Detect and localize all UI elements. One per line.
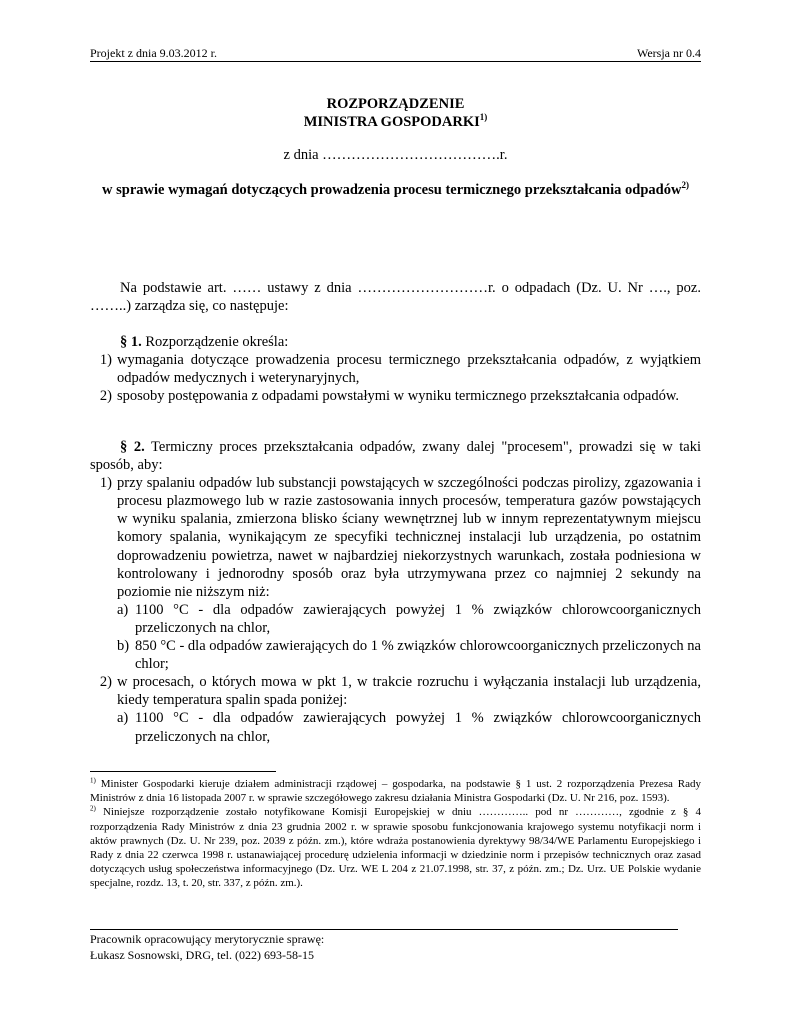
legal-basis: [90, 279, 701, 315]
footnote-ref-2: 2): [681, 180, 689, 191]
date-line: z dnia ……………………………….r.: [283, 147, 508, 163]
paragraph-1: [90, 333, 701, 405]
sub-list-item-text: 1100 °C - dla odpadów zawierających powyżej 1 % związków chlorowcoorganicznych przeliczonych na chlor,: [135, 710, 701, 745]
sub-list-item-letter: b): [117, 638, 130, 655]
page-header: [90, 44, 701, 62]
footnote-2-text: Niniejsze rozporządzenie zostało notyfikowane Komisji Europejskiej w dniu ………….. pod nr …………, zgodnie z § 4 rozporządzenia Rady Ministrów z dnia 23 grudnia 2002 r. w sprawie sposobu funkcjonowania krajowego systemu notyfikacji norm i aktów prawnych (Dz. U. Nr 239, poz. 2039 z późn. zm.), które wdraża postanowienia dyrektywy 98/34/WE Parlamentu Europejskiego i Rady z dnia 22 czerwca 1998 r. ustanawiającej procedurę udzielenia informacji w dziedzinie norm i przepisów technicznych oraz zasad dotyczących usług społeczeństwa informacyjnego (Dz. Urz. WE L 204 z 21.07.1998, str. 37, z późn. zm.; Dz. Urz. UE Polskie wydanie specjalne, rozdz. 13, t. 20, str. 337, z późn. zm.).: [90, 806, 701, 890]
paragraph-1-intro-text: Rozporządzenie określa:: [141, 334, 289, 350]
sub-list-item-text: 850 °C - dla odpadów zawierających do 1 % związków chlorowcoorganicznych przeliczonych na chlor;: [135, 638, 701, 673]
footnote-ref-1: 1): [479, 112, 488, 123]
paragraph-1-intro: [90, 333, 701, 351]
sub-list-item: [90, 637, 701, 673]
footnote-1: [90, 777, 701, 805]
footnote-1-text: Minister Gospodarki kieruje działem administracji rządowej – gospodarka, na podstawie § 1 ust. 2 rozporządzenia Prezesa Rady Ministrów z dnia 16 listopada 2007 r. w sprawie szczegółowego zakresu działania Ministra Gospodarki (Dz. U. Nr 216, poz. 1593).: [90, 778, 701, 805]
list-item-number: 1): [99, 475, 112, 492]
footnote-2-marker: 2): [90, 804, 96, 813]
sub-list-item: [90, 709, 701, 745]
header-divider: [90, 61, 701, 62]
author-contact: Łukasz Sosnowski, DRG, tel. (022) 693-58-15: [90, 948, 314, 962]
footer-divider: [90, 929, 678, 930]
list-item: [90, 351, 701, 387]
version-number: Wersja nr 0.4: [636, 46, 701, 60]
list-item-text: sposoby postępowania z odpadami powstałymi w wyniku termicznego przekształcania odpadów.: [117, 388, 679, 405]
list-item-number: 2): [99, 674, 112, 691]
title-line-2-text: MINISTRA GOSPODARKI: [303, 114, 480, 130]
list-item-text: w procesach, o których mowa w pkt 1, w trakcie rozruchu i wyłączania instalacji lub urządzenia, kiedy temperatura spalin spada poniżej:: [117, 674, 701, 709]
paragraph-2: [90, 438, 701, 746]
footnote-2: [90, 805, 701, 890]
list-item: [90, 474, 701, 601]
list-item-text: wymagania dotyczące prowadzenia procesu termicznego przekształcania odpadów, z wyjątkiem odpadów medycznych i weterynaryjnych,: [117, 352, 701, 387]
sub-list-item-text: 1100 °C - dla odpadów zawierających powyżej 1 % związków chlorowcoorganicznych przeliczonych na chlor,: [135, 601, 701, 636]
list-item-number: 2): [99, 388, 112, 405]
paragraph-2-mark: § 2.: [120, 439, 145, 455]
sub-list-item-letter: a): [117, 601, 129, 618]
paragraph-1-mark: § 1.: [120, 334, 142, 350]
list-item: [90, 673, 701, 709]
list-item-number: 1): [99, 352, 112, 369]
legal-basis-text: Na podstawie art. …… ustawy z dnia ………………………r. o odpadach (Dz. U. Nr …., poz. ……..) zarządza się, co następuje:: [90, 280, 701, 315]
subject-text: w sprawie wymagań dotyczących prowadzenia procesu termicznego przekształcania odpadów: [102, 182, 682, 198]
list-item-text: przy spalaniu odpadów lub substancji powstających w szczególności podczas pirolizy, zgazowania i procesu plazmowego lub w razie zastosowania innych procesów, temperatura gazów powstających w wyniku spalania, zmierzona blisko ściany wewnętrznej lub w innym reprezentatywnym miejscu komory spalania, wynikającym ze specyfiki technicznej instalacji lub urządzenia, po ostatnim doprowadzeniu powietrza, nawet w najbardziej niekorzystnych warunkach, została podniesiona w kontrolowany i jednorodny sposób oraz była utrzymywana przez co najmniej 2 sekundy na poziomie nie niższym niż:: [117, 475, 701, 600]
document-title: [90, 95, 701, 131]
title-line-1: ROZPORZĄDZENIE: [326, 96, 465, 112]
paragraph-2-intro-text: Termiczny proces przekształcania odpadów, zwany dalej "procesem", prowadzi się w taki sposób, aby:: [90, 439, 702, 474]
footnote-separator: [90, 771, 276, 772]
list-item: [90, 387, 701, 405]
paragraph-2-intro: [90, 438, 701, 474]
document-subject: [90, 181, 701, 199]
footnote-1-marker: 1): [90, 776, 96, 785]
footnotes: [90, 777, 701, 891]
author-label: Pracownik opracowujący merytorycznie sprawę:: [90, 932, 325, 946]
project-date: Projekt z dnia 9.03.2012 r.: [90, 46, 217, 60]
sub-list-item-letter: a): [117, 710, 129, 727]
title-line-2: [90, 113, 701, 131]
sub-list-item: [90, 601, 701, 637]
page-footer: [90, 931, 324, 963]
